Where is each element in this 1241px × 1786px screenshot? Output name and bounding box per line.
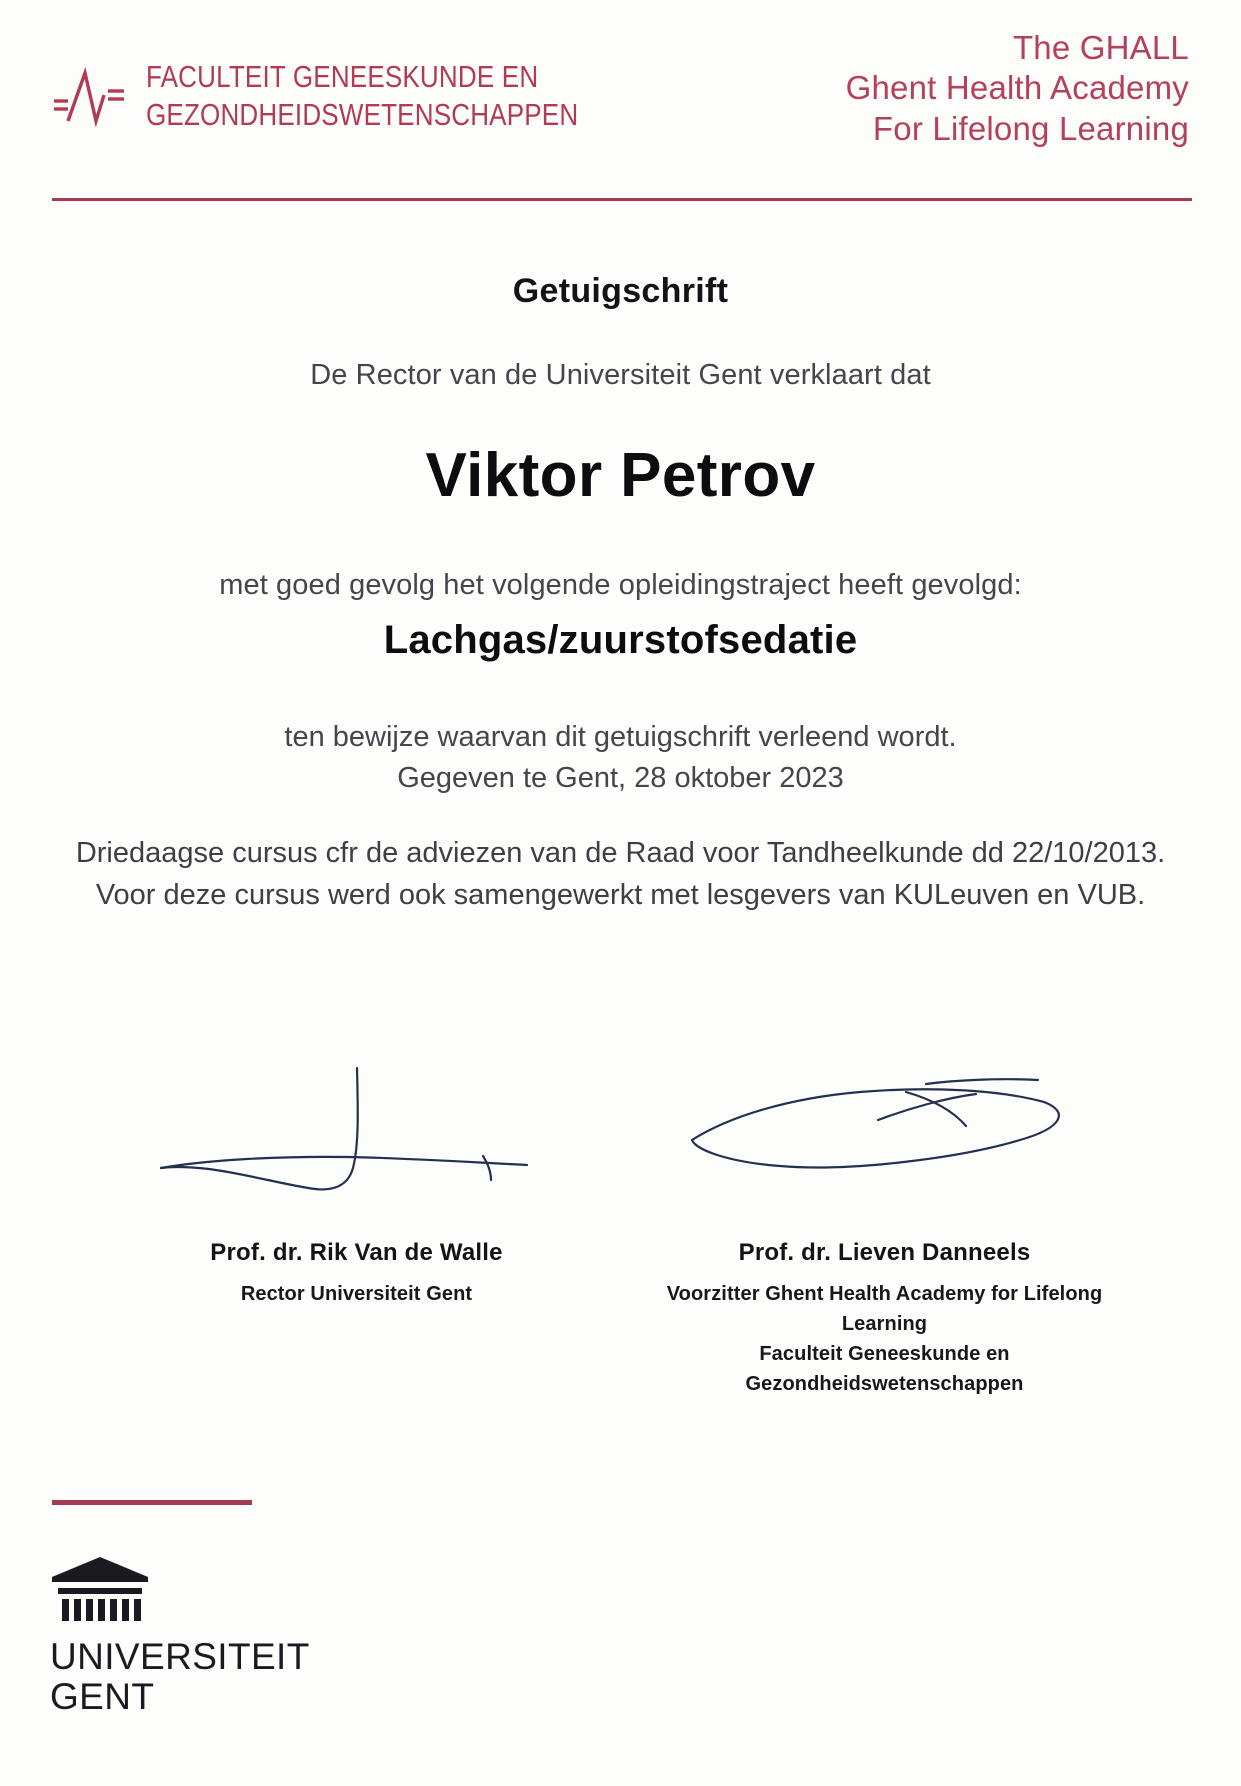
attestation-line-1: ten bewijze waarvan dit getuigschrift verleend wordt.	[284, 721, 957, 753]
attestation-line-2: Gegeven te Gent, 28 oktober 2023	[397, 762, 844, 795]
course-note-line-2: Voor deze cursus werd ook samengewerkt met lesgevers van KULeuven en VUB.	[95, 878, 1146, 911]
faculty-logo	[52, 58, 661, 134]
signatory-role-line-1: Rector Universiteit Gent	[240, 1283, 473, 1305]
signatory-name: Prof. dr. Lieven Danneels	[738, 1239, 1031, 1266]
academy-name-line3: For Lifelong Learning	[872, 109, 1189, 147]
signature-block-rector	[107, 1050, 607, 1399]
academy-name-line2: Ghent Health Academy	[845, 69, 1189, 107]
signatory-role-line-1: Voorzitter Ghent Health Academy for Lifelong Learning	[666, 1283, 1103, 1335]
course-note	[0, 833, 1241, 915]
faculty-name-line2: GEZONDHEIDSWETENSCHAPPEN	[146, 97, 579, 133]
signatory-role-line-2: Faculteit Geneeskunde en Gezondheidswetenschappen	[745, 1343, 1024, 1395]
recipient-name: Viktor Petrov	[425, 441, 816, 510]
university-name	[50, 1637, 310, 1717]
academy-name	[846, 28, 1189, 149]
signature-image-rector	[107, 1050, 607, 1225]
university-name-line-2: GENT	[50, 1675, 155, 1717]
program-name: Lachgas/zuurstofsedatie	[383, 618, 858, 662]
university-name-line-1: UNIVERSITEIT	[50, 1636, 310, 1677]
university-logo	[48, 1555, 310, 1717]
program-intro-text: met goed gevolg het volgende opleidingstraject heeft gevolgd:	[219, 569, 1022, 601]
certificate-header	[0, 0, 1241, 200]
academy-name-line1: The GHALL	[1012, 29, 1189, 66]
faculty-name-line1: FACULTEIT GENEESKUNDE EN	[146, 59, 539, 94]
signature-image-chair	[635, 1050, 1135, 1225]
attestation-text	[0, 717, 1241, 799]
header-divider	[52, 198, 1192, 201]
signature-block-chair	[635, 1050, 1135, 1399]
signature-section	[0, 1050, 1241, 1399]
signatory-role	[635, 1279, 1135, 1399]
handwritten-signature-icon	[147, 1050, 567, 1225]
faculty-name	[146, 58, 578, 134]
signatory-role	[107, 1279, 607, 1309]
course-note-line-1: Driedaagse cursus cfr de adviezen van de Raad voor Tandheelkunde dd 22/10/2013.	[75, 837, 1166, 870]
ugent-building-mark	[48, 1555, 152, 1627]
certificate-body	[0, 210, 1241, 916]
page-title: Getuigschrift	[512, 272, 729, 310]
handwritten-signature-icon	[670, 1050, 1100, 1225]
footer-divider	[52, 1500, 252, 1505]
faculty-waveform-mark	[52, 65, 134, 127]
signatory-name: Prof. dr. Rik Van de Walle	[210, 1239, 503, 1266]
declaration-text: De Rector van de Universiteit Gent verklaart dat	[310, 359, 931, 391]
